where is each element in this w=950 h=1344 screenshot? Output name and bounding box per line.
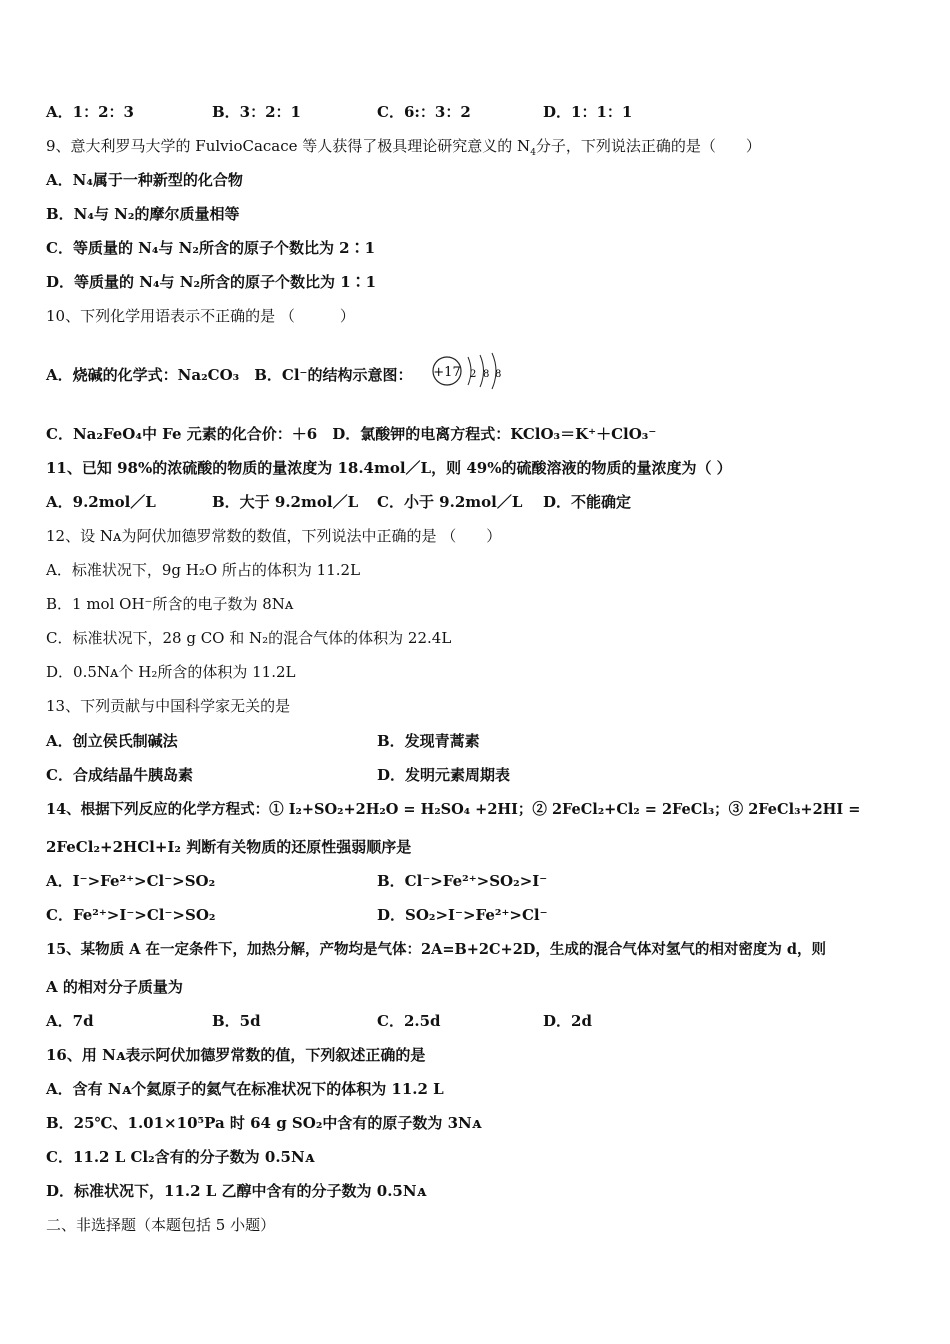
q9-stem-post: 分子，下列说法正确的是（ ） — [535, 137, 761, 155]
q11-option-a: A．9.2mol／L — [46, 493, 156, 511]
shell-electrons-3: 8 — [495, 369, 502, 380]
q15-option-a: A．7d — [46, 1012, 94, 1030]
q10-stem: 10、下列化学用语表示不正确的是 （ ） — [46, 307, 355, 325]
q9-option-b: B．N₄与 N₂的摩尔质量相等 — [46, 205, 240, 223]
q13-option-d: D．发明元素周期表 — [377, 766, 511, 784]
shell-electrons-2: 8 — [483, 369, 490, 380]
q8-option-b: B．3：2：1 — [212, 103, 301, 121]
q12-option-c: C．标准状况下，28 g CO 和 N₂的混合气体的体积为 22.4L — [46, 629, 452, 647]
q10-options-cd: C．Na₂FeO₄中 Fe 元素的化合价：＋6 D．氯酸钾的电离方程式：KClO₃＝K⁺＋ClO₃⁻ — [46, 425, 657, 443]
q9-option-c: C．等质量的 N₄与 N₂所含的原子个数比为 2∶1 — [46, 239, 376, 257]
q12-option-a: A．标准状况下，9g H₂O 所占的体积为 11.2L — [46, 561, 361, 579]
q13-option-c: C．合成结晶牛胰岛素 — [46, 766, 193, 784]
q9-option-a: A．N₄属于一种新型的化合物 — [46, 171, 243, 189]
chloride-ion-structure-diagram — [432, 352, 502, 392]
q12-option-d: D．0.5Nᴀ个 H₂所含的体积为 11.2L — [46, 663, 296, 681]
q15-stem-line2: A 的相对分子质量为 — [46, 978, 183, 996]
q14-option-c: C．Fe²⁺>I⁻>Cl⁻>SO₂ — [46, 906, 216, 924]
q16-stem: 16、用 Nᴀ表示阿伏加德罗常数的值，下列叙述正确的是 — [46, 1046, 426, 1064]
section-heading: 二、非选择题（本题包括 5 小题） — [46, 1216, 276, 1234]
q9-stem-sub: 4 — [530, 148, 536, 158]
q12-stem: 12、设 Nᴀ为阿伏加德罗常数的数值，下列说法中正确的是 （ ） — [46, 527, 502, 545]
q15-option-c: C．2.5d — [377, 1012, 441, 1030]
q15-stem-line1: 15、某物质 A 在一定条件下，加热分解，产物均是气体：2A=B+2C+2D，生成的混合气体对氢气的相对密度为 d，则 — [46, 941, 827, 958]
q16-option-a: A．含有 Nᴀ个氦原子的氦气在标准状况下的体积为 11.2 L — [46, 1080, 444, 1098]
q9-stem — [46, 136, 761, 156]
q15-option-d: D．2d — [543, 1012, 592, 1030]
shell-electrons-1: 2 — [470, 369, 477, 380]
q11-option-c: C．小于 9.2mol／L — [377, 493, 523, 511]
q12-option-b: B．1 mol OH⁻所含的电子数为 8Nᴀ — [46, 595, 294, 613]
q16-option-d: D．标准状况下，11.2 L 乙醇中含有的分子数为 0.5Nᴀ — [46, 1182, 427, 1200]
q8-option-d: D．1：1：1 — [543, 103, 633, 121]
q11-option-d: D．不能确定 — [543, 493, 632, 511]
q11-option-b: B．大于 9.2mol／L — [212, 493, 359, 511]
q14-option-d: D．SO₂>I⁻>Fe²⁺>Cl⁻ — [377, 906, 548, 924]
q13-option-a: A．创立侯氏制碱法 — [46, 732, 178, 750]
q11-stem: 11、已知 98%的浓硫酸的物质的量浓度为 18.4mol／L，则 49%的硫酸溶液的物质的量浓度为（ ） — [46, 459, 732, 477]
nucleus-charge: +17 — [433, 365, 461, 380]
q8-option-a: A．1：2：3 — [46, 103, 134, 121]
q9-option-d: D．等质量的 N₄与 N₂所含的原子个数比为 1∶1 — [46, 273, 377, 291]
q14-option-a: A．I⁻>Fe²⁺>Cl⁻>SO₂ — [46, 872, 216, 890]
q14-stem-line1: 14、根据下列反应的化学方程式：① I₂+SO₂+2H₂O = H₂SO₄ +2HI；② 2FeCl₂+Cl₂ = 2FeCl₃；③ 2FeCl₃+2HI = — [46, 801, 861, 818]
q13-option-b: B．发现青蒿素 — [377, 732, 480, 750]
q9-stem-pre: 9、意大利罗马大学的 FulvioCacace 等人获得了极具理论研究意义的 N — [46, 137, 531, 155]
q13-stem: 13、下列贡献与中国科学家无关的是 — [46, 697, 291, 715]
q10-options-ab: A．烧碱的化学式：Na₂CO₃ B．Cl⁻的结构示意图： — [46, 366, 413, 384]
q14-option-b: B．Cl⁻>Fe²⁺>SO₂>I⁻ — [377, 872, 548, 890]
q16-option-b: B．25℃、1.01×10⁵Pa 时 64 g SO₂中含有的原子数为 3Nᴀ — [46, 1114, 482, 1132]
q16-option-c: C．11.2 L Cl₂含有的分子数为 0.5Nᴀ — [46, 1148, 315, 1166]
q15-option-b: B．5d — [212, 1012, 261, 1030]
q14-stem-line2: 2FeCl₂+2HCl+I₂ 判断有关物质的还原性强弱顺序是 — [46, 838, 412, 856]
q8-option-c: C．6:：3：2 — [377, 103, 471, 121]
